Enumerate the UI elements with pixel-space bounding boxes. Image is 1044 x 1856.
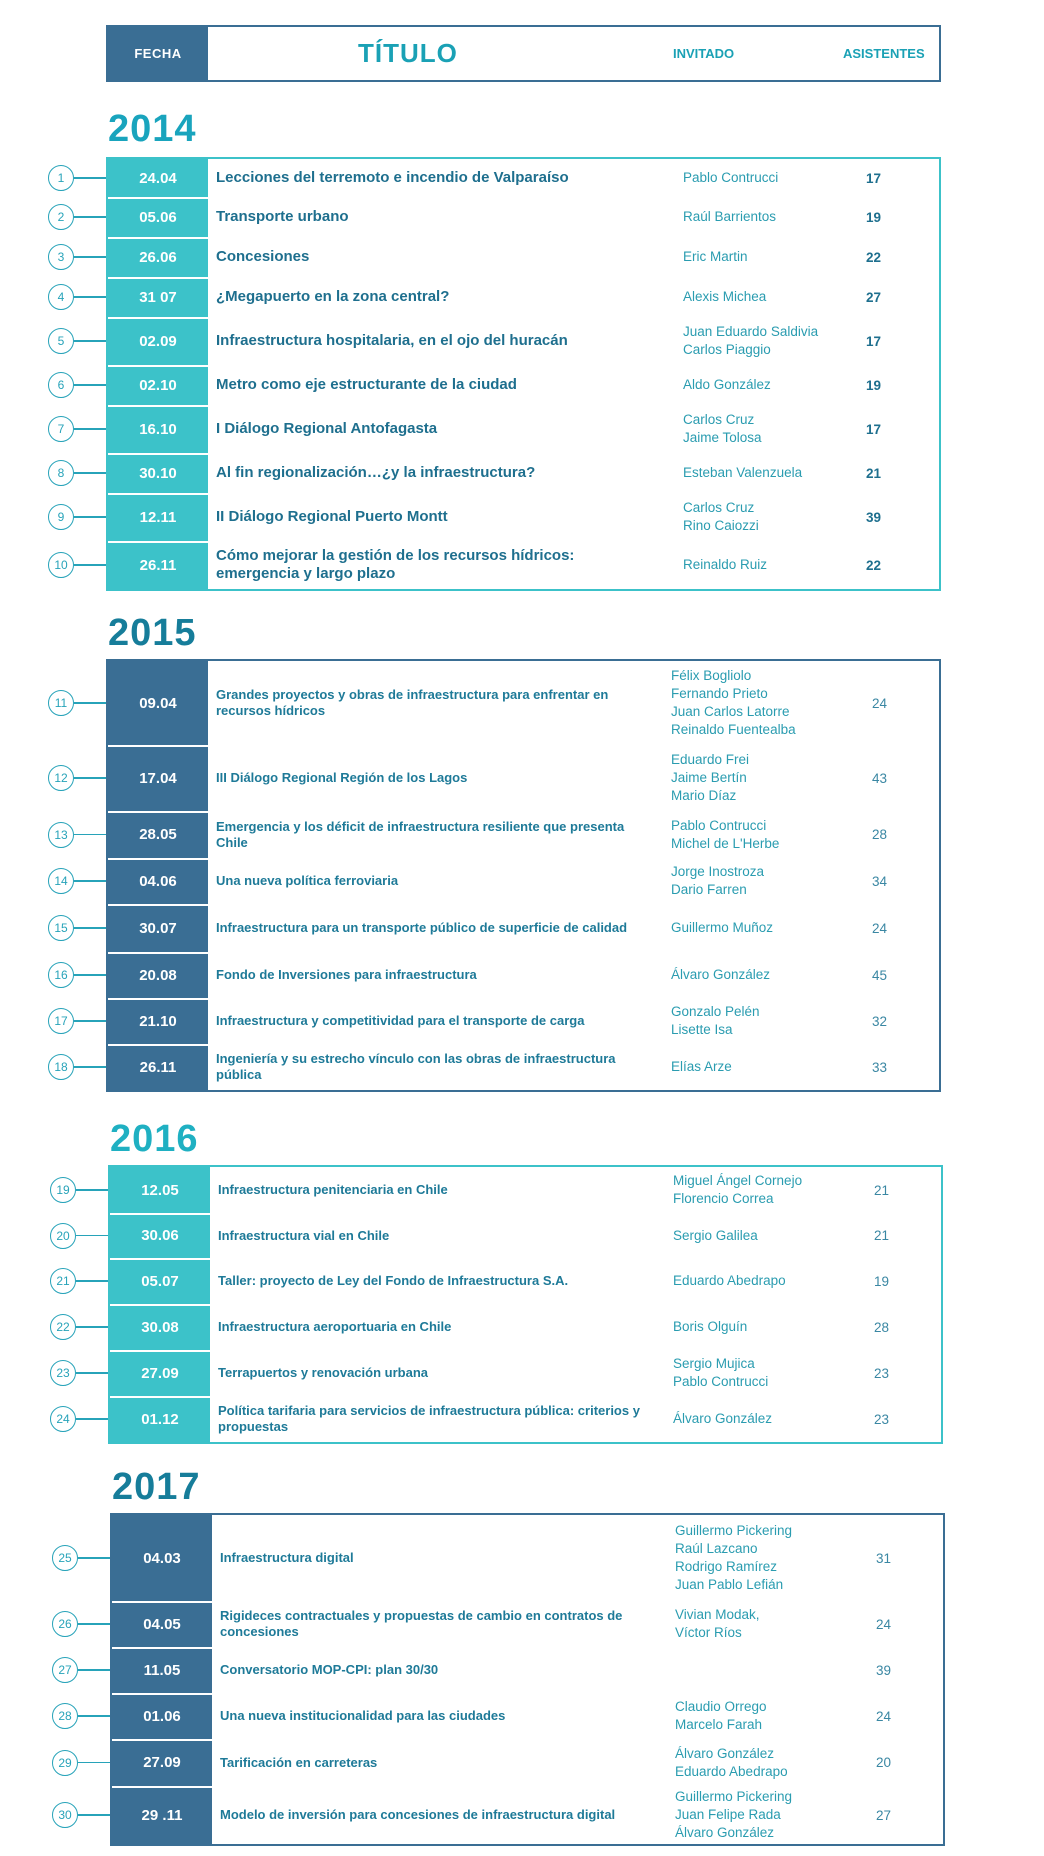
event-date: 27.09 <box>143 1754 181 1771</box>
guest-name: Víctor Ríos <box>675 1625 742 1640</box>
event-title: Infraestructura hospitalaria, en el ojo del huracán <box>216 332 568 349</box>
event-guests <box>683 493 759 541</box>
event-date: 11.05 <box>143 1661 181 1679</box>
guest-name: Alexis Michea <box>683 289 767 305</box>
attendee-count: 21 <box>874 1228 890 1243</box>
session-number-badge: 12 <box>48 765 74 791</box>
session-number-badge: 26 <box>52 1611 78 1637</box>
badge-connector-line <box>78 1623 110 1624</box>
badge-connector-line <box>74 472 106 473</box>
badge-connector-line <box>78 1669 110 1670</box>
session-number-badge: 25 <box>52 1545 78 1571</box>
badge-connector-line <box>74 177 106 178</box>
guest-name: Álvaro González <box>675 1745 775 1761</box>
guest-name: Eric Martin <box>683 249 748 265</box>
attendee-count: 17 <box>866 170 882 186</box>
event-date: 05.07 <box>141 1272 179 1290</box>
attendee-count: 32 <box>872 1013 888 1029</box>
attendee-count: 27 <box>876 1807 892 1823</box>
event-guests <box>675 1693 767 1739</box>
event-date: 26.11 <box>139 556 177 574</box>
attendee-count: 39 <box>866 509 882 525</box>
guest-name: Álvaro González <box>673 1411 773 1427</box>
year-heading: 2016 <box>110 1118 199 1160</box>
guest-name: Jaime Tolosa <box>683 430 762 445</box>
event-guests <box>683 405 762 453</box>
guest-name: Juan Eduardo Saldivia <box>683 324 819 340</box>
event-date: 26.06 <box>139 248 177 266</box>
event-title: Una nueva política ferroviaria <box>216 873 399 889</box>
event-date: 30.10 <box>139 464 177 482</box>
event-title: Infraestructura digital <box>220 1550 354 1566</box>
table-row <box>108 745 939 811</box>
attendee-count: 22 <box>866 249 882 265</box>
table-row <box>108 237 939 277</box>
table-row <box>108 365 939 405</box>
guest-name: Gonzalo Pelén <box>671 1004 760 1020</box>
session-number-badge: 27 <box>52 1657 78 1683</box>
guest-name: Sergio Mujica <box>673 1356 755 1372</box>
table-row <box>108 453 939 493</box>
event-date: 30.06 <box>141 1227 179 1244</box>
event-guests <box>673 1258 786 1304</box>
event-guests <box>683 237 748 277</box>
event-guests <box>683 453 802 493</box>
event-date: 01.06 <box>143 1707 181 1725</box>
session-number-badge: 10 <box>48 552 74 578</box>
guest-name: Fernando Prieto <box>671 686 768 702</box>
event-guests <box>671 745 749 811</box>
guest-name: Guillermo Pickering <box>675 1523 793 1539</box>
session-number-badge: 5 <box>48 328 74 354</box>
guest-name: Guillermo Pickering <box>675 1789 793 1805</box>
table-row <box>108 998 939 1044</box>
event-date: 29 .11 <box>141 1806 183 1824</box>
event-date: 30.08 <box>141 1318 179 1336</box>
attendee-count: 20 <box>876 1755 892 1770</box>
table-row <box>108 493 939 541</box>
guest-name: Aldo González <box>683 377 771 393</box>
guest-name: Raúl Lazcano <box>675 1541 758 1557</box>
table-row <box>108 405 939 453</box>
event-date: 28.05 <box>139 826 177 843</box>
event-date: 01.12 <box>141 1410 179 1428</box>
event-title: Al fin regionalización…¿y la infraestructura? <box>216 464 536 481</box>
guest-name: Guillermo Muñoz <box>671 920 774 936</box>
session-number-badge: 30 <box>52 1802 78 1828</box>
session-number-badge: 28 <box>52 1703 78 1729</box>
guest-name: Esteban Valenzuela <box>683 465 803 481</box>
session-number-badge: 2 <box>48 204 74 230</box>
guest-name: Reinaldo Fuentealba <box>671 721 796 737</box>
attendee-count: 19 <box>866 377 882 393</box>
guest-name: Álvaro González <box>671 967 771 983</box>
guest-name: Pablo Contrucci <box>683 170 779 186</box>
event-title: Lecciones del terremoto e incendio de Valparaíso <box>216 169 569 186</box>
session-number-badge: 15 <box>48 915 74 941</box>
guest-name: Mario Díaz <box>671 787 737 803</box>
guest-name: Juan Carlos Latorre <box>671 704 790 719</box>
event-title: Infraestructura penitenciaria en Chile <box>218 1182 448 1198</box>
event-title: Transporte urbano <box>216 208 349 225</box>
session-number-badge: 24 <box>50 1406 76 1432</box>
badge-connector-line <box>74 834 106 835</box>
event-title: III Diálogo Regional Región de los Lagos <box>216 770 468 786</box>
table-row <box>108 317 939 365</box>
badge-connector-line <box>76 1235 108 1236</box>
event-title: I Diálogo Regional Antofagasta <box>216 420 438 437</box>
guest-name: Pablo Contrucci <box>671 817 767 833</box>
guest-name: Boris Olguín <box>673 1319 748 1335</box>
session-number-badge: 9 <box>48 504 74 530</box>
year-heading: 2015 <box>108 612 197 654</box>
event-date: 16.10 <box>139 420 177 438</box>
badge-connector-line <box>76 1326 108 1327</box>
event-date: 12.05 <box>141 1181 179 1199</box>
event-title: Fondo de Inversiones para infraestructura <box>216 967 477 983</box>
event-title: Infraestructura para un transporte público de superficie de calidad <box>216 920 628 936</box>
session-number-badge: 21 <box>50 1268 76 1294</box>
table-row <box>108 952 939 998</box>
attendee-count: 24 <box>872 695 888 711</box>
event-date: 17.04 <box>139 769 177 787</box>
attendee-count: 19 <box>866 209 882 225</box>
event-date: 12.11 <box>139 508 177 526</box>
badge-connector-line <box>74 927 106 928</box>
event-title: Rigideces contractuales y propuestas de cambio en contratos de concesiones <box>220 1608 623 1639</box>
attendee-count: 28 <box>874 1319 890 1335</box>
attendee-count: 33 <box>872 1059 888 1075</box>
session-number-badge: 1 <box>48 165 74 191</box>
table-row <box>108 904 939 952</box>
session-number-badge: 14 <box>48 868 74 894</box>
guest-name: Vivian Modak, <box>675 1607 760 1623</box>
event-title: Una nueva institucionalidad para las ciudades <box>220 1708 506 1724</box>
event-date: 21.10 <box>139 1012 177 1030</box>
event-guests <box>671 998 760 1044</box>
badge-connector-line <box>74 516 106 517</box>
table-header <box>106 25 941 82</box>
event-title: Conversatorio MOP-CPI: plan 30/30 <box>220 1662 439 1678</box>
table-row <box>108 159 939 197</box>
event-guests <box>671 858 764 904</box>
guest-name: Rodrigo Ramírez <box>675 1559 778 1574</box>
event-guests <box>671 952 770 998</box>
event-title: Taller: proyecto de Ley del Fondo de Infraestructura S.A. <box>218 1273 569 1289</box>
event-guests <box>675 1515 792 1601</box>
event-guests <box>673 1213 758 1258</box>
event-guests <box>683 541 767 589</box>
year-heading: 2017 <box>112 1466 201 1508</box>
table-row <box>112 1693 943 1739</box>
badge-connector-line <box>74 880 106 881</box>
event-guests <box>673 1396 772 1442</box>
table-row <box>112 1515 943 1601</box>
header-fecha: FECHA <box>108 27 208 80</box>
guest-name: Marcelo Farah <box>675 1717 763 1732</box>
badge-connector-line <box>74 564 106 565</box>
badge-connector-line <box>76 1372 108 1373</box>
attendee-count: 34 <box>872 873 888 889</box>
event-guests <box>675 1786 792 1844</box>
attendee-count: 28 <box>872 827 888 842</box>
table-row <box>108 811 939 858</box>
badge-connector-line <box>74 340 106 341</box>
badge-connector-line <box>74 256 106 257</box>
table-row <box>110 1167 941 1213</box>
event-guests <box>671 1044 732 1090</box>
session-number-badge: 23 <box>50 1360 76 1386</box>
event-date: 02.09 <box>139 332 177 350</box>
event-guests <box>675 1739 788 1786</box>
event-guests <box>671 661 796 745</box>
guest-name: Eduardo Abedrapo <box>675 1763 788 1779</box>
event-title: Política tarifaria para servicios de infraestructura pública: criterios y propuestas <box>218 1403 640 1434</box>
event-title: Infraestructura vial en Chile <box>218 1227 390 1243</box>
event-date: 27.09 <box>141 1364 179 1382</box>
guest-name: Rino Caiozzi <box>683 518 759 533</box>
table-row <box>110 1350 941 1396</box>
attendee-count: 17 <box>866 333 882 349</box>
event-date: 04.06 <box>139 872 177 890</box>
session-number-badge: 13 <box>48 822 74 848</box>
event-date: 20.08 <box>139 966 177 984</box>
session-number-badge: 22 <box>50 1314 76 1340</box>
table-row <box>112 1647 943 1693</box>
table-row <box>110 1396 941 1442</box>
table-row <box>110 1213 941 1258</box>
guest-name: Carlos Cruz <box>683 412 755 428</box>
table-row <box>108 661 939 745</box>
event-guests <box>673 1304 747 1350</box>
table-row <box>112 1786 943 1844</box>
event-guests <box>683 197 776 237</box>
guest-name: Claudio Orrego <box>675 1699 767 1715</box>
badge-connector-line <box>74 384 106 385</box>
badge-connector-line <box>74 777 106 778</box>
table-row <box>110 1258 941 1304</box>
table-row <box>110 1304 941 1350</box>
event-date: 30.07 <box>139 919 177 937</box>
badge-connector-line <box>74 974 106 975</box>
event-date: 09.04 <box>139 694 177 712</box>
event-date: 31 07 <box>139 288 177 306</box>
guest-name: Álvaro González <box>675 1824 775 1840</box>
event-title: Cómo mejorar la gestión de los recursos hídricos: emergencia y largo plazo <box>216 547 575 582</box>
event-title: Tarificación en carreteras <box>220 1754 378 1770</box>
session-number-badge: 6 <box>48 372 74 398</box>
event-title: Modelo de inversión para concesiones de infraestructura digital <box>220 1807 616 1823</box>
guest-name: Florencio Correa <box>673 1191 774 1206</box>
event-title: Terrapuertos y renovación urbana <box>218 1365 428 1381</box>
badge-connector-line <box>74 1020 106 1021</box>
table-row <box>108 541 939 589</box>
year-table <box>106 659 941 1092</box>
guest-name: Juan Pablo Lefián <box>675 1576 784 1592</box>
session-number-badge: 17 <box>48 1008 74 1034</box>
event-guests <box>673 1167 802 1213</box>
event-title: Emergencia y los déficit de infraestructura resiliente que presenta Chile <box>216 818 625 850</box>
event-guests <box>673 1350 768 1396</box>
session-number-badge: 4 <box>48 284 74 310</box>
guest-name: Miguel Ángel Cornejo <box>673 1173 803 1189</box>
session-number-badge: 29 <box>52 1750 78 1776</box>
session-number-badge: 7 <box>48 416 74 442</box>
badge-connector-line <box>74 216 106 217</box>
badge-connector-line <box>76 1280 108 1281</box>
attendee-count: 43 <box>872 770 888 786</box>
year-table <box>110 1513 945 1846</box>
attendee-count: 31 <box>876 1550 892 1566</box>
attendee-count: 21 <box>866 465 882 481</box>
event-title: Concesiones <box>216 248 310 265</box>
table-row <box>108 277 939 317</box>
table-row <box>108 197 939 237</box>
attendee-count: 21 <box>874 1182 890 1198</box>
session-number-badge: 19 <box>50 1177 76 1203</box>
badge-connector-line <box>78 1762 110 1763</box>
event-title: Grandes proyectos y obras de infraestructura para enfrentar en recursos hídricos <box>216 687 609 718</box>
session-number-badge: 16 <box>48 962 74 988</box>
attendee-count: 19 <box>874 1273 890 1289</box>
badge-connector-line <box>74 702 106 703</box>
guest-name: Eduardo Abedrapo <box>673 1273 786 1289</box>
badge-connector-line <box>74 296 106 297</box>
badge-connector-line <box>78 1715 110 1716</box>
guest-name: Juan Felipe Rada <box>675 1807 781 1823</box>
event-guests <box>683 277 766 317</box>
attendee-count: 45 <box>872 967 888 983</box>
event-date: 04.03 <box>143 1549 181 1567</box>
event-title: Metro como eje estructurante de la ciudad <box>216 376 517 393</box>
event-title: II Diálogo Regional Puerto Montt <box>216 508 448 525</box>
table-row <box>108 858 939 904</box>
attendee-count: 27 <box>866 289 882 305</box>
header-asistentes: ASISTENTES <box>843 46 925 61</box>
event-guests <box>675 1601 760 1647</box>
header-invitado: INVITADO <box>673 46 735 61</box>
event-date: 24.04 <box>139 169 177 187</box>
attendee-count: 39 <box>876 1662 892 1678</box>
header-titulo: TÍTULO <box>358 38 458 68</box>
year-table <box>108 1165 943 1444</box>
session-number-badge: 18 <box>48 1054 74 1080</box>
event-title: Infraestructura aeroportuaria en Chile <box>218 1319 452 1335</box>
guest-name: Eduardo Frei <box>671 752 750 768</box>
guest-name: Reinaldo Ruiz <box>683 557 768 573</box>
badge-connector-line <box>74 428 106 429</box>
session-number-badge: 3 <box>48 244 74 270</box>
table-row <box>112 1601 943 1647</box>
guest-name: Carlos Piaggio <box>683 342 771 357</box>
event-guests <box>671 811 779 858</box>
guest-name: Lisette Isa <box>671 1022 733 1037</box>
guest-name: Félix Bogliolo <box>671 668 752 684</box>
attendee-count: 22 <box>866 557 882 573</box>
guest-name: Raúl Barrientos <box>683 209 777 225</box>
attendee-count: 24 <box>876 1616 892 1632</box>
session-number-badge: 8 <box>48 460 74 486</box>
year-heading: 2014 <box>108 108 197 150</box>
event-guests <box>671 904 773 952</box>
event-title: Infraestructura y competitividad para el transporte de carga <box>216 1013 585 1029</box>
year-table <box>106 157 941 591</box>
attendee-count: 17 <box>866 421 882 437</box>
attendee-count: 23 <box>874 1411 890 1427</box>
attendee-count: 24 <box>876 1708 892 1724</box>
guest-name: Jaime Bertín <box>671 770 747 786</box>
event-title: Ingeniería y su estrecho vínculo con las obras de infraestructura pública <box>216 1051 616 1082</box>
attendee-count: 24 <box>872 920 888 936</box>
event-guests <box>683 159 778 197</box>
badge-connector-line <box>76 1418 108 1419</box>
guest-name: Michel de L'Herbe <box>671 835 780 851</box>
badge-connector-line <box>74 1066 106 1067</box>
event-date: 04.05 <box>143 1615 181 1633</box>
guest-name: Elías Arze <box>671 1059 732 1075</box>
badge-connector-line <box>78 1814 110 1815</box>
guest-name: Carlos Cruz <box>683 500 755 516</box>
event-guests <box>683 365 771 405</box>
event-date: 26.11 <box>139 1058 177 1076</box>
guest-name: Sergio Galilea <box>673 1227 758 1243</box>
attendee-count: 23 <box>874 1365 890 1381</box>
table-row <box>108 1044 939 1090</box>
session-number-badge: 20 <box>50 1223 76 1249</box>
event-date: 05.06 <box>139 208 177 226</box>
event-title: ¿Megapuerto en la zona central? <box>216 288 450 305</box>
guest-name: Jorge Inostroza <box>671 864 765 880</box>
guest-name: Pablo Contrucci <box>673 1374 769 1389</box>
event-date: 02.10 <box>139 376 177 394</box>
guest-name: Dario Farren <box>671 882 747 897</box>
table-row <box>112 1739 943 1786</box>
badge-connector-line <box>76 1189 108 1190</box>
event-guests <box>683 317 818 365</box>
session-number-badge: 11 <box>48 690 74 716</box>
badge-connector-line <box>78 1557 110 1558</box>
